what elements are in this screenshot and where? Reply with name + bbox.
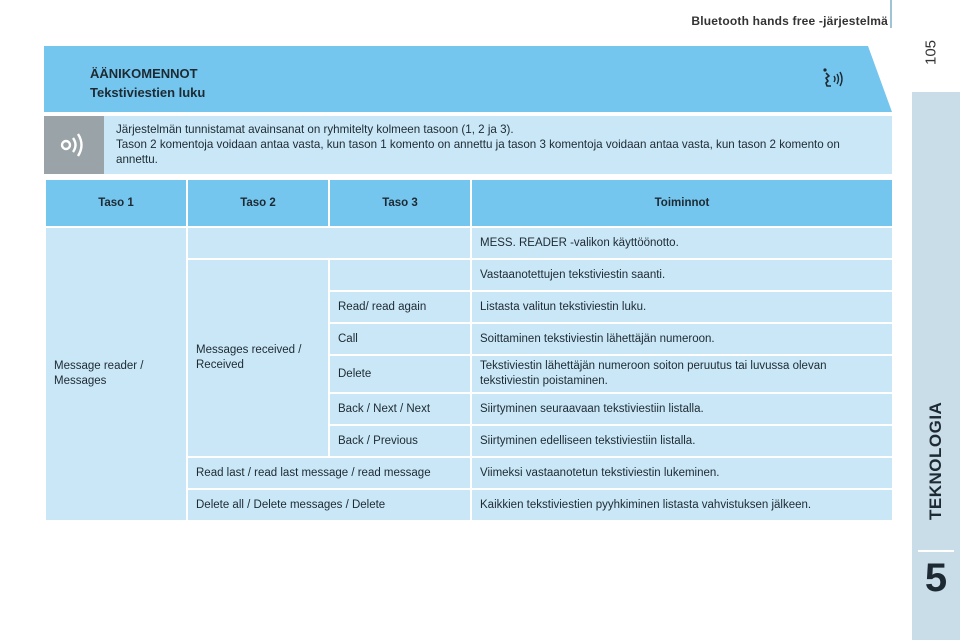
chapter-divider xyxy=(918,550,954,552)
header-level-3: Taso 3 xyxy=(330,180,470,226)
header-level-2: Taso 2 xyxy=(188,180,328,226)
level3-command: Read/ read again xyxy=(330,292,470,322)
level3-command: Delete xyxy=(330,356,470,392)
level2-command: Messages received / Received xyxy=(188,260,328,456)
intro-line-2: Tason 2 komentoja voidaan antaa vasta, kun tason 1 komento on annettu ja tason 3 komentoja voidaan antaa vasta, kun tason 2 komento on annettu. xyxy=(116,138,840,166)
level2-command: Read last / read last message / read message xyxy=(188,458,470,488)
function-cell: Listasta valitun tekstiviestin luku. xyxy=(472,292,892,322)
speaker-sound-icon xyxy=(58,130,90,160)
level1-command: Message reader / Messages xyxy=(46,228,186,520)
banner-title: ÄÄNIKOMENNOT xyxy=(90,66,198,81)
header-functions: Toiminnot xyxy=(472,180,892,226)
section-banner xyxy=(44,46,892,112)
function-cell: Kaikkien tekstiviestien pyyhkiminen listasta vahvistuksen jälkeen. xyxy=(472,490,892,520)
function-cell: Tekstiviestin lähettäjän numeroon soiton peruutus tai luvussa olevan tekstiviestin poistaminen. xyxy=(472,356,892,392)
function-cell: Vastaanotettujen tekstiviestin saanti. xyxy=(472,260,892,290)
table-header-row xyxy=(46,180,892,226)
header-level-1: Taso 1 xyxy=(46,180,186,226)
page-number: 105 xyxy=(922,39,940,66)
function-cell: Soittaminen tekstiviestin lähettäjän numeroon. xyxy=(472,324,892,354)
intro-text xyxy=(116,122,884,167)
level3-command: Call xyxy=(330,324,470,354)
level2-command: Delete all / Delete messages / Delete xyxy=(188,490,470,520)
table-row xyxy=(46,228,892,258)
function-cell: Viimeksi vastaanotetun tekstiviestin lukeminen. xyxy=(472,458,892,488)
banner-subtitle: Tekstiviestien luku xyxy=(90,85,206,100)
section-title: Bluetooth hands free -järjestelmä xyxy=(691,14,888,28)
chapter-label: TEKNOLOGIA xyxy=(926,401,945,520)
level3-command: Back / Previous xyxy=(330,426,470,456)
intro-line-1: Järjestelmän tunnistamat avainsanat on ryhmitelty kolmeen tasoon (1, 2 ja 3). xyxy=(116,123,514,136)
function-cell: Siirtyminen edelliseen tekstiviestiin listalla. xyxy=(472,426,892,456)
voice-commands-table xyxy=(44,178,894,522)
header-divider xyxy=(890,0,892,28)
intro-note xyxy=(44,116,892,174)
empty-cell xyxy=(188,228,470,258)
level3-command: Back / Next / Next xyxy=(330,394,470,424)
voice-command-icon xyxy=(820,66,846,92)
function-cell: Siirtyminen seuraavaan tekstiviestiin listalla. xyxy=(472,394,892,424)
function-cell: MESS. READER -valikon käyttöönotto. xyxy=(472,228,892,258)
intro-icon-box xyxy=(44,116,104,174)
empty-cell xyxy=(330,260,470,290)
banner-corner xyxy=(868,46,892,112)
chapter-number: 5 xyxy=(924,556,948,600)
